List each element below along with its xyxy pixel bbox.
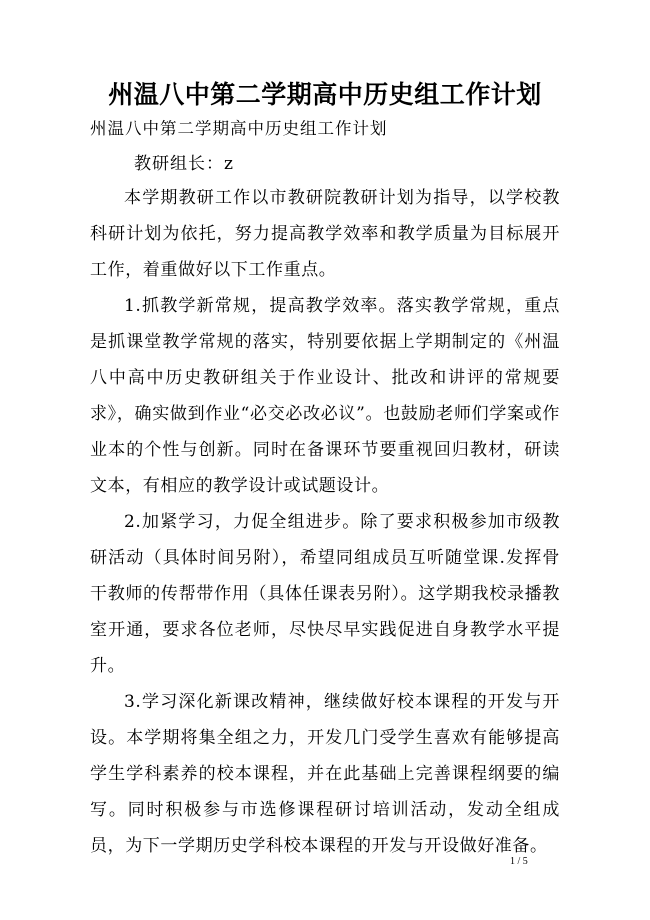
leader-line: 教研组长：z (134, 154, 234, 174)
document-title: 州温八中第二学期高中历史组工作计划 (108, 80, 542, 109)
paragraph-item-2: 2.加紧学习，力促全组进步。除了要求积极参加市级教研活动（具体时间另附），希望同组成员互听随堂课.发挥骨干教师的传帮带作用（具体任课表另附）。这学期我校录播教室开通，要求各位老师，尽快尽早实践促进自身教学水平提升。 (90, 512, 560, 676)
paragraph-item-3: 3.学习深化新课改精神，继续做好校本课程的开发与开设。本学期将集全组之力，开发几门受学生喜欢有能够提高学生学科素养的校本课程，并在此基础上完善课程纲要的编写。同时积极参与市选修课程研讨培训活动，发动全组成员，为下一学期历史学科校本课程的开发与开设做好准备。 (90, 692, 560, 856)
paragraph-intro: 本学期教研工作以市教研院教研计划为指导，以学校教科研计划为依托，努力提高教学效率和教学质量为目标展开工作，着重做好以下工作重点。 (90, 188, 560, 280)
page-number: 1 / 5 (510, 856, 528, 867)
body-text (90, 180, 560, 864)
document-subtitle: 州温八中第二学期高中历史组工作计划 (90, 119, 388, 138)
paragraph-item-1: 1.抓教学新常规，提高教学效率。落实教学常规，重点是抓课堂教学常规的落实，特别要依据上学期制定的《州温八中高中历史教研组关于作业设计、批改和讲评的常规要求》，确实做到作业“必交必改必议”。也鼓励老师们学案或作业本的个性与创新。同时在备课环节要重视回归教材，研读文本，有相应的教学设计或试题设计。 (90, 296, 560, 496)
